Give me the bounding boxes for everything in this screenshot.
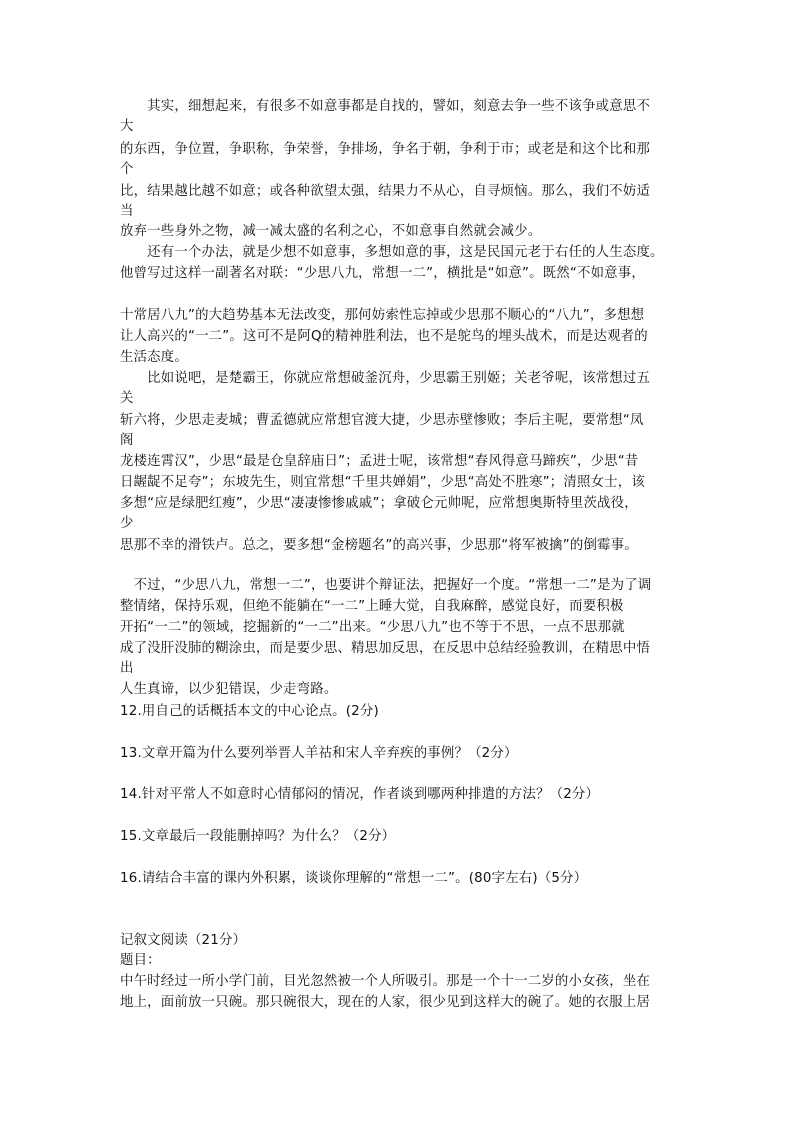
essay-line: 不过，“少思八九，常想一二”，也要讲个辩证法，把握好一个度。“常想一二”是为了调	[120, 578, 652, 593]
essay-line: 放弃一些身外之物，减一减太盛的名利之心，不如意事自然就会减少。	[120, 224, 542, 239]
essay-line: 还有一个办法，就是少想不如意事，多想如意的事，这是民国元老于右任的人生态度。	[120, 245, 664, 260]
question-12: 12.用自己的话概括本文的中心论点。(2分)	[120, 704, 379, 719]
narrative-line: 中午时经过一所小学门前，目光忽然被一个人所吸引。那是一个十一二岁的小女孩，坐在	[120, 974, 651, 989]
essay-line: 阁	[120, 433, 134, 448]
essay-line: 龙楼连霄汉”，少思“最是仓皇辞庙日”；孟进士呢，该常想“春风得意马蹄疾”，少思“昔	[120, 454, 639, 469]
title-label: 题目：	[120, 953, 161, 968]
essay-line: 其实，细想起来，有很多不如意事都是自找的，譬如，刻意去争一些不该争或意思不	[120, 99, 651, 114]
essay-line: 让人高兴的“一二”。这可不是阿Q的精神胜利法，也不是鸵鸟的埋头战术，而是达观者的	[120, 329, 648, 344]
section-heading: 记叙文阅读（21分）	[120, 933, 247, 948]
essay-line: 当	[120, 204, 134, 219]
essay-line: 开拓“一二”的领域，挖掘新的“一二”出来。“少思八九”也不等于不思，一点不思那就	[120, 620, 625, 635]
essay-line: 的东西，争位置，争职称，争荣誉，争排场，争名于朝，争利于市；或老是和这个比和那	[120, 142, 651, 157]
essay-line: 生活态度。	[120, 350, 188, 365]
essay-line: 成了没肝没肺的糊涂虫，而是要少思、精思加反思，在反思中总结经验教训，在精思中悟	[120, 641, 651, 656]
essay-line: 少	[120, 516, 134, 531]
question-13: 13.文章开篇为什么要列举晋人羊祜和宋人辛弃疾的事例？（2分）	[120, 746, 518, 761]
essay-line: 关	[120, 391, 134, 406]
essay-line: 整情绪，保持乐观，但绝不能躺在“一二”上睡大觉，自我麻醉，感觉良好，而要积极	[120, 599, 624, 614]
essay-line: 大	[120, 119, 134, 134]
essay-line: 出	[120, 661, 134, 676]
essay-line: 比，结果越比越不如意；或各种欲望太强，结果力不从心，自寻烦恼。那么，我们不妨适	[120, 184, 651, 199]
narrative-line: 地上，面前放一只碗。那只碗很大，现在的人家，很少见到这样大的碗了。她的衣服上居	[120, 995, 651, 1010]
essay-line: 他曾写过这样一副著名对联：“少思八九，常想一二”，横批是“如意”。既然“不如意事，	[120, 266, 645, 281]
question-15: 15.文章最后一段能删掉吗？为什么？（2分）	[120, 829, 396, 844]
essay-line: 斩六将，少思走麦城；曹孟德就应常想官渡大捷，少思赤壁惨败；李后主呢，要常想“凤	[120, 413, 644, 428]
question-14: 14.针对平常人不如意时心情郁闷的情况，作者谈到哪两种排遣的方法？（2分）	[120, 787, 600, 802]
essay-line: 多想“应是绿肥红瘦”，少思“凄凄惨惨戚戚”；拿破仑元帅呢，应常想奥斯特里茨战役，	[120, 496, 638, 511]
essay-line: 日龌龊不足夸”；东坡先生，则宜常想“千里共婵娟”，少思“高处不胜寒”；清照女士，该	[120, 475, 645, 490]
essay-line: 个	[120, 162, 134, 177]
essay-line: 十常居八九”的大趋势基本无法改变，那何妨索性忘掉或少思那不顺心的“八九”，多想想	[120, 308, 645, 323]
essay-line: 比如说吧，是楚霸王，你就应常想破釜沉舟，少思霸王别姬；关老爷呢，该常想过五	[120, 371, 651, 386]
essay-line: 思那不幸的滑铁卢。总之，要多想“金榜题名”的高兴事，少思那“将军被擒”的倒霉事。	[120, 538, 638, 553]
question-16: 16.请结合丰富的课内外积累，谈谈你理解的“常想一二”。(80字左右)（5分）	[120, 871, 588, 886]
essay-line: 人生真谛，以少犯错误，少走弯路。	[120, 682, 338, 697]
